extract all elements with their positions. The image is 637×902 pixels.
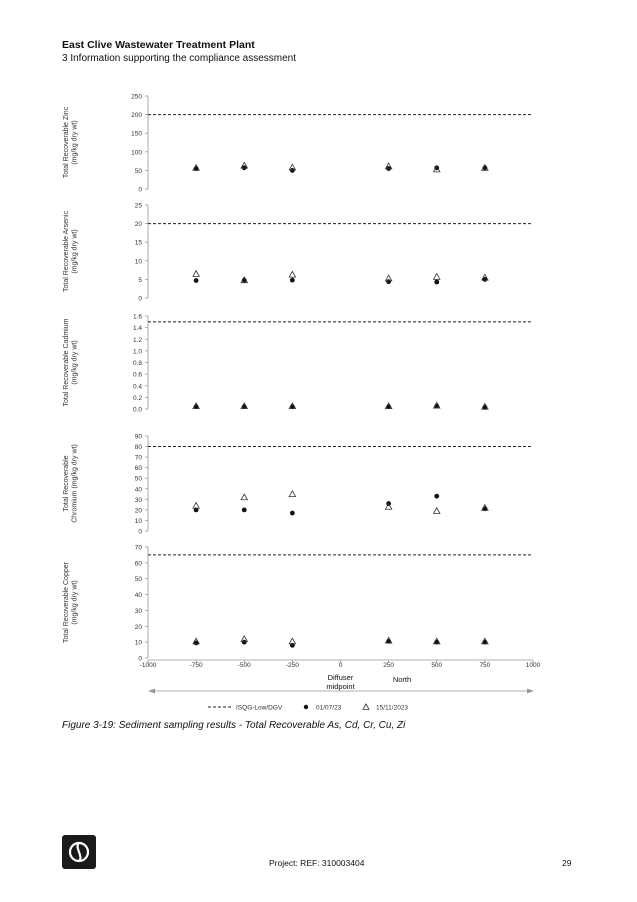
y-tick-label: 90 (134, 433, 142, 441)
data-point-circle (290, 511, 295, 516)
data-point-circle (194, 278, 199, 283)
y-axis-label-line: Chromium (mg/kg dry wt) (71, 444, 79, 523)
y-tick-label: 15 (134, 239, 142, 247)
y-tick-label: 0 (138, 186, 142, 194)
report-title: East Clive Wastewater Treatment Plant (62, 39, 255, 51)
y-axis-label-line: Total Recoverable Arsenic (63, 211, 70, 292)
y-axis-label-line: Total Recoverable (63, 455, 70, 512)
north-label: North (392, 675, 412, 684)
x-tick-label: -1000 (139, 662, 157, 669)
x-tick-label: -750 (189, 662, 203, 669)
y-tick-label: 70 (134, 544, 142, 552)
y-tick-label: 0 (138, 655, 142, 663)
y-tick-label: 60 (134, 465, 142, 473)
y-axis-label-line: (mg/kg dry wt) (71, 580, 79, 625)
diffuser-midpoint-label-line: Diffuser (327, 673, 354, 682)
section-subtitle: 3 Information supporting the compliance assessment (62, 53, 297, 64)
legend-label: ISQG-Low/DGV (236, 704, 283, 712)
x-tick-label: 250 (383, 662, 395, 669)
arrow-left-icon (148, 689, 155, 694)
y-axis-label (63, 561, 79, 643)
y-tick-label: 1.0 (132, 348, 142, 356)
y-axis-label-line: (mg/kg dry wt) (71, 340, 79, 385)
y-tick-label: 50 (134, 167, 142, 175)
company-logo (62, 835, 96, 869)
y-axis-label-line: (mg/kg dry wt) (71, 120, 79, 165)
y-tick-label: 250 (131, 93, 142, 101)
y-axis-label (63, 211, 79, 292)
y-tick-label: 0 (138, 295, 142, 303)
y-tick-label: 10 (134, 258, 142, 266)
y-tick-label: 0.6 (132, 371, 142, 379)
legend-label: 01/07/23 (316, 704, 342, 712)
y-tick-label: 20 (134, 623, 142, 631)
legend-triangle-icon (363, 704, 369, 709)
footer-page-number: 29 (562, 858, 572, 868)
x-tick-label: 1000 (525, 662, 541, 669)
y-axis-label (63, 444, 79, 523)
data-point-circle (434, 494, 439, 499)
data-point-triangle (289, 271, 295, 277)
data-point-triangle (193, 271, 199, 277)
x-tick-label: 0 (338, 662, 343, 669)
x-tick-label: -250 (285, 662, 299, 669)
y-tick-label: 0.8 (132, 360, 142, 367)
y-tick-label: 1.2 (132, 336, 142, 344)
figure-caption: Figure 3-19: Sediment sampling results - Total Recoverable As, Cd, Cr, Cu, Zi (62, 720, 406, 731)
y-tick-label: 50 (134, 475, 142, 483)
y-axis-label (63, 106, 79, 178)
data-point-triangle (193, 502, 199, 508)
y-tick-label: 5 (138, 276, 142, 284)
y-tick-label: 20 (134, 221, 142, 229)
y-axis-label-line: (mg/kg dry wt) (71, 229, 79, 274)
y-tick-label: 100 (131, 149, 142, 157)
y-tick-label: 150 (131, 130, 142, 138)
data-point-circle (242, 507, 247, 512)
data-point-circle (290, 168, 295, 173)
y-tick-label: 10 (134, 639, 142, 647)
x-tick-label: -500 (237, 662, 251, 669)
y-tick-label: 70 (134, 454, 142, 462)
logo-icon (62, 835, 96, 869)
y-tick-label: 0.4 (132, 383, 142, 391)
data-point-circle (242, 640, 247, 645)
data-point-circle (434, 280, 439, 285)
diffuser-midpoint-label (326, 673, 355, 691)
y-tick-label: 0.2 (132, 394, 142, 402)
y-tick-label: 20 (134, 507, 142, 515)
y-tick-label: 0 (138, 528, 142, 536)
arrow-right-icon (527, 689, 534, 694)
y-tick-label: 1.6 (132, 313, 142, 321)
y-tick-label: 50 (134, 576, 142, 584)
footer-project-ref: Project: REF: 310003404 (269, 858, 365, 868)
y-tick-label: 40 (134, 486, 142, 494)
y-tick-label: 40 (134, 592, 142, 600)
y-tick-label: 30 (134, 496, 142, 504)
data-point-triangle (434, 274, 440, 280)
y-tick-label: 30 (134, 607, 142, 615)
x-tick-label: 750 (479, 662, 491, 669)
y-axis-label-line: Total Recoverable Zinc (63, 106, 70, 179)
y-axis-label-line: Total Recoverable Cadmium (63, 318, 70, 407)
data-point-circle (290, 278, 295, 283)
y-tick-label: 10 (134, 517, 142, 525)
y-tick-label: 60 (134, 560, 142, 568)
y-tick-label: 80 (134, 444, 142, 452)
y-tick-label: 1.4 (132, 325, 142, 333)
x-tick-label: 500 (431, 662, 443, 669)
y-axis-label (63, 318, 79, 406)
y-axis-label-line: Total Recoverable Copper (63, 562, 70, 643)
y-tick-label: 25 (134, 202, 142, 210)
y-tick-label: 0.0 (132, 406, 142, 414)
legend-label: 15/11/2023 (376, 704, 409, 712)
data-point-triangle (434, 508, 440, 514)
legend-circle-icon (304, 705, 308, 709)
data-point-triangle (241, 494, 247, 500)
diffuser-midpoint-label-line: midpoint (326, 682, 355, 691)
y-tick-label: 200 (131, 112, 142, 120)
data-point-circle (386, 279, 391, 284)
data-point-triangle (289, 491, 295, 497)
